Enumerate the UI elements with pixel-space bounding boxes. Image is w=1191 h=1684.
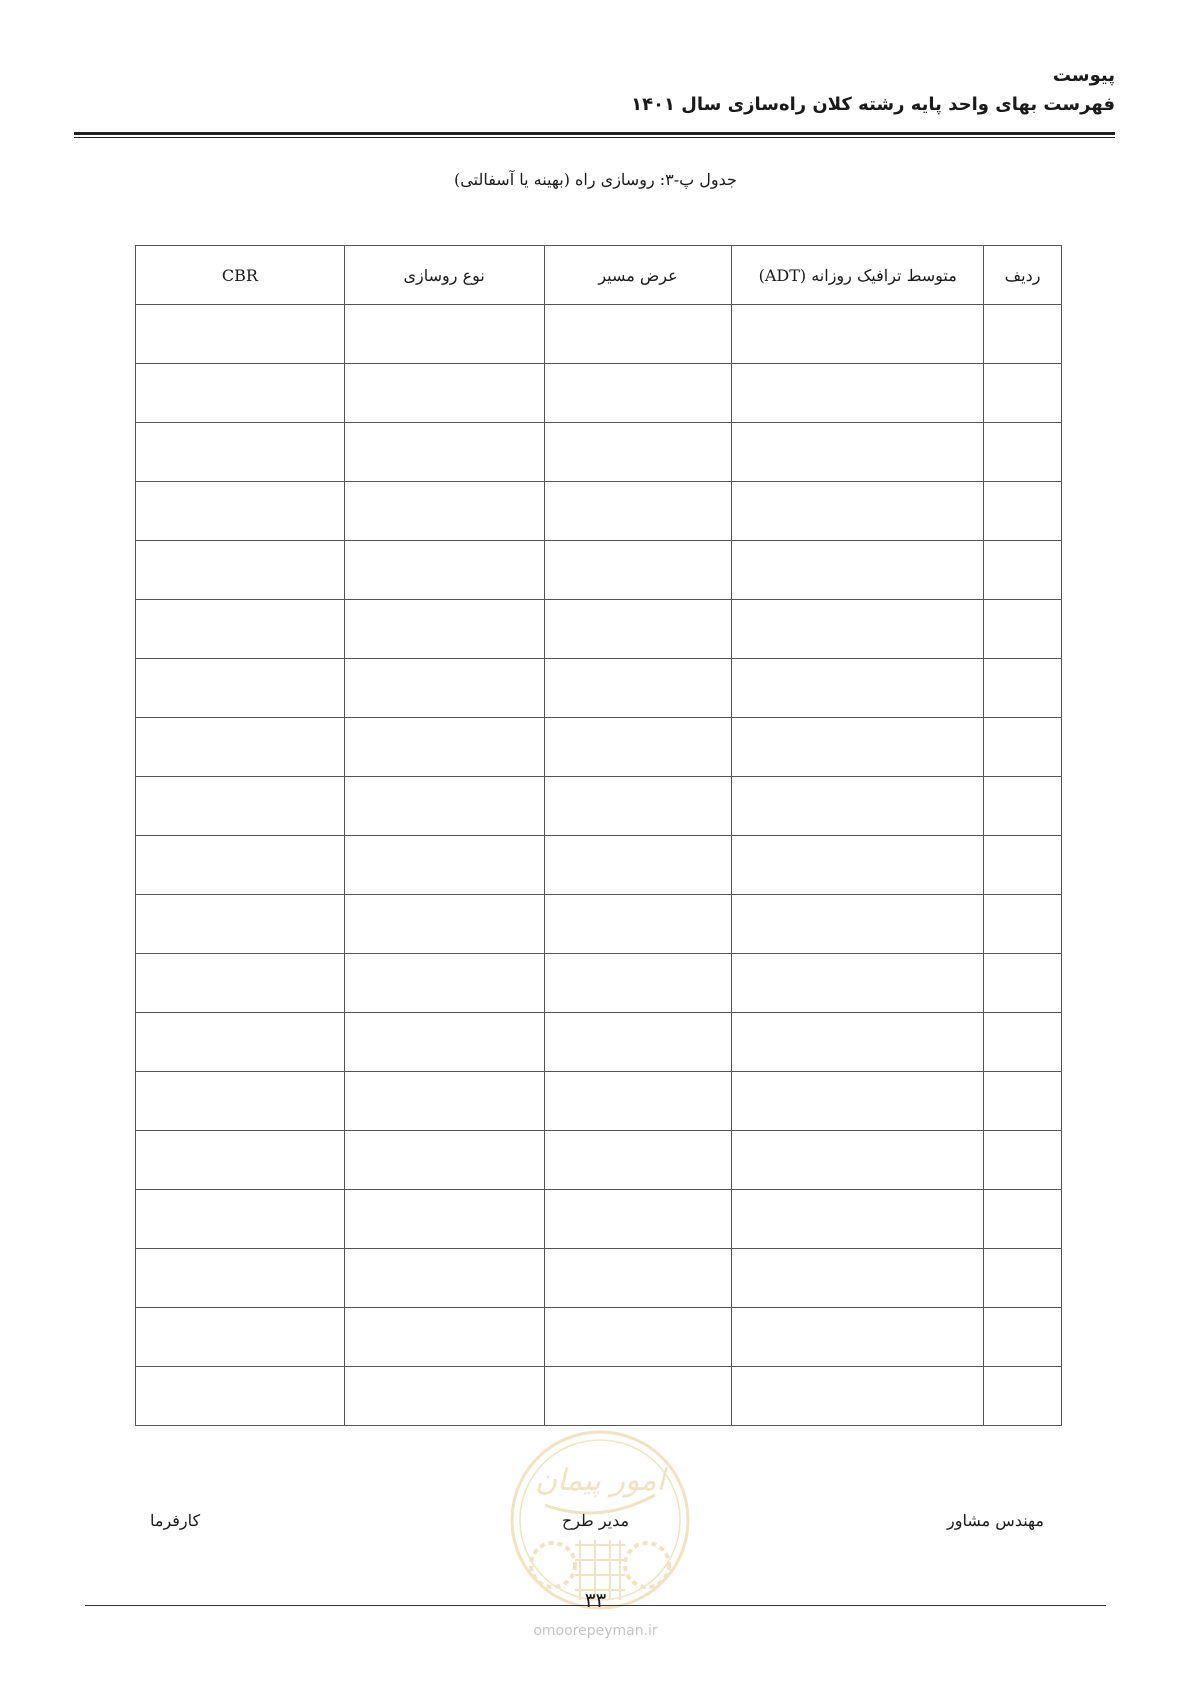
header-appendix-label: پیوست (1052, 65, 1115, 86)
table-row (136, 423, 1062, 482)
table-cell (984, 777, 1062, 836)
table-row (136, 895, 1062, 954)
col-header-pavement-type: نوع روسازی (344, 246, 544, 305)
table-cell (136, 836, 345, 895)
table-cell (136, 1013, 345, 1072)
table-cell (544, 1308, 732, 1367)
table-cell (544, 482, 732, 541)
table-cell (984, 1249, 1062, 1308)
table-row (136, 1249, 1062, 1308)
table-row (136, 718, 1062, 777)
table-cell (732, 895, 984, 954)
table-cell (984, 1013, 1062, 1072)
table-cell (136, 895, 345, 954)
table-cell (136, 777, 345, 836)
table-cell (344, 718, 544, 777)
table-cell (544, 364, 732, 423)
table-cell (344, 305, 544, 364)
page-number: ۳۳ (584, 1588, 607, 1612)
table-cell (984, 364, 1062, 423)
table-cell (544, 1072, 732, 1131)
table-row (136, 364, 1062, 423)
table-cell (136, 718, 345, 777)
table-cell (984, 1308, 1062, 1367)
table-cell (984, 600, 1062, 659)
table-cell (544, 836, 732, 895)
table-row (136, 1131, 1062, 1190)
table-cell (732, 1249, 984, 1308)
table-cell (344, 1308, 544, 1367)
table-cell (344, 600, 544, 659)
table-cell (136, 1131, 345, 1190)
table-cell (136, 954, 345, 1013)
table-cell (732, 541, 984, 600)
table-row (136, 1190, 1062, 1249)
table-cell (984, 1072, 1062, 1131)
table-cell (544, 305, 732, 364)
table-row (136, 600, 1062, 659)
svg-text:امور پیمان: امور پیمان (535, 1463, 665, 1498)
table-cell (136, 364, 345, 423)
table-row (136, 659, 1062, 718)
table-cell (732, 1072, 984, 1131)
table-cell (544, 1131, 732, 1190)
table-cell (732, 305, 984, 364)
table-cell (544, 1013, 732, 1072)
table-cell (732, 659, 984, 718)
table-cell (136, 1308, 345, 1367)
header-rule-thin (74, 137, 1115, 138)
table-cell (544, 1190, 732, 1249)
table-cell (732, 600, 984, 659)
watermark-site: omoorepeyman.ir (533, 1623, 658, 1639)
table-cell (984, 541, 1062, 600)
pavement-table (135, 245, 1062, 1426)
col-header-adt: متوسط ترافیک روزانه (ADT) (732, 246, 984, 305)
table-cell (544, 954, 732, 1013)
table-header-row (136, 246, 1062, 305)
table-cell (544, 777, 732, 836)
table-cell (732, 777, 984, 836)
table-cell (344, 895, 544, 954)
table-cell (344, 777, 544, 836)
table-cell (984, 895, 1062, 954)
header-document-title: فهرست بهای واحد پایه رشته کلان راه‌سازی سال ۱۴۰۱ (631, 94, 1115, 115)
table-cell (732, 1013, 984, 1072)
table-cell (732, 718, 984, 777)
table-row (136, 836, 1062, 895)
table-cell (732, 1367, 984, 1426)
table-row (136, 1072, 1062, 1131)
col-header-cbr: CBR (136, 246, 345, 305)
table-cell (984, 1131, 1062, 1190)
table-cell (344, 364, 544, 423)
table-row (136, 305, 1062, 364)
table-cell (344, 1249, 544, 1308)
table-cell (344, 541, 544, 600)
table-row (136, 541, 1062, 600)
table-cell (344, 1013, 544, 1072)
table-cell (136, 305, 345, 364)
table-cell (984, 305, 1062, 364)
table-cell (544, 1367, 732, 1426)
table-cell (984, 1190, 1062, 1249)
table-cell (344, 423, 544, 482)
table-cell (544, 541, 732, 600)
table-cell (732, 482, 984, 541)
table-cell (732, 423, 984, 482)
table-cell (136, 541, 345, 600)
table-cell (984, 718, 1062, 777)
table-cell (984, 836, 1062, 895)
table-cell (984, 954, 1062, 1013)
table-caption: جدول پ-۳: روسازی راه (بهینه یا آسفالتی) (454, 170, 737, 189)
table-cell (544, 895, 732, 954)
table-cell (136, 1072, 345, 1131)
table-cell (344, 1367, 544, 1426)
table-cell (984, 482, 1062, 541)
table-cell (344, 954, 544, 1013)
table-cell (732, 364, 984, 423)
table-cell (344, 659, 544, 718)
table-cell (984, 1367, 1062, 1426)
table-cell (344, 836, 544, 895)
table-cell (544, 718, 732, 777)
table-cell (136, 1249, 345, 1308)
table-cell (984, 423, 1062, 482)
table-cell (732, 1308, 984, 1367)
table-cell (732, 954, 984, 1013)
table-row (136, 1013, 1062, 1072)
table-cell (732, 1131, 984, 1190)
table-cell (136, 659, 345, 718)
table-row (136, 1367, 1062, 1426)
table-cell (344, 1072, 544, 1131)
signature-project-manager: مدیر طرح (561, 1511, 630, 1530)
table-cell (984, 659, 1062, 718)
table-cell (544, 1249, 732, 1308)
table-cell (344, 482, 544, 541)
table-row (136, 1308, 1062, 1367)
table-cell (136, 423, 345, 482)
table-cell (544, 659, 732, 718)
table-row (136, 954, 1062, 1013)
table-cell (344, 1131, 544, 1190)
table-cell (136, 482, 345, 541)
page-header (631, 62, 1115, 120)
header-rule-thick (74, 132, 1115, 135)
table-cell (544, 423, 732, 482)
table-cell (344, 1190, 544, 1249)
table-body (136, 305, 1062, 1426)
table-cell (136, 1367, 345, 1426)
signature-employer: کارفرما (150, 1511, 201, 1530)
col-header-route-width: عرض مسیر (544, 246, 732, 305)
table-cell (544, 600, 732, 659)
table-row (136, 482, 1062, 541)
signature-consulting-engineer: مهندس مشاور (947, 1511, 1044, 1530)
table-cell (732, 836, 984, 895)
table-cell (136, 1190, 345, 1249)
table-row (136, 777, 1062, 836)
col-header-row-number: ردیف (984, 246, 1062, 305)
table-cell (136, 600, 345, 659)
table-cell (732, 1190, 984, 1249)
